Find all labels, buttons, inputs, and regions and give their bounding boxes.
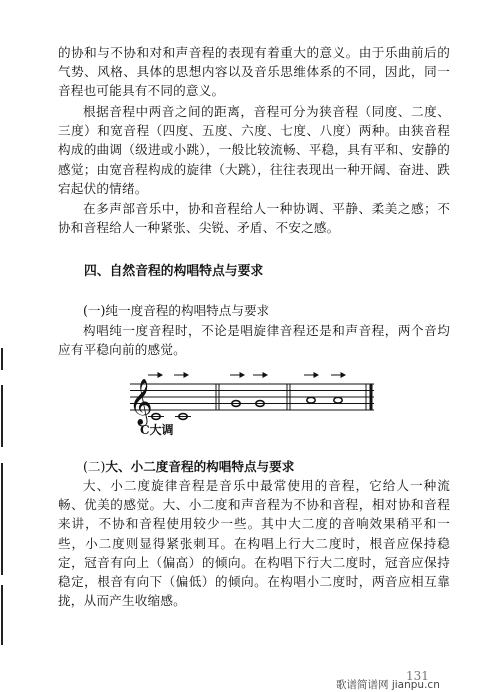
- margin-line: [1, 348, 3, 370]
- site-watermark: 歌谱简谱网 jianpu.cn: [336, 679, 440, 691]
- whole-note: [334, 397, 342, 403]
- paragraph-unison: 构唱纯一度音程时，不论是唱旋律音程还是和声音程，两个音均应有平稳向前的感觉。: [58, 323, 450, 358]
- paragraph-intro: 的协和与不协和对和声音程的表现有着重大的意义。由于乐曲前后的气势、风格、具体的思想内容以及音乐思维体系的不同，因此，同一音程也可能具有不同的意义。: [58, 45, 450, 99]
- margin-line: [1, 585, 3, 645]
- subsection-title: 纯一度音程的构唱特点与要求: [105, 303, 270, 318]
- subsection-heading-seconds: [83, 456, 294, 475]
- whole-note: [307, 397, 315, 403]
- subsection-title: 大、小二度音程的构唱特点与要求: [105, 459, 295, 474]
- paragraph-seconds: 大、小二度旋律音程是音乐中最常使用的音程，它给人一种流畅、优美的感觉。大、小二度和声音程为不协和音程，相对协和音程来讲，不协和音程使用较少一些。其中大二度的音响效果稍平和一些，小二度则显得紧张刺耳。在构唱上行大二度时，根音应保持稳定，冠音有向上（偏高）的倾向。在构唱下行大二度时，冠音应保持稳定，根音有向下（偏低）的倾向。在构唱小二度时，两音应相互靠拢，从而产生收缩感。: [58, 478, 450, 609]
- page-number: 131: [406, 669, 429, 683]
- subsection-number: (二): [83, 459, 106, 474]
- paragraph-polyphony: 在多声部音乐中，协和音程给人一种协调、平静、柔美之感；不协和音程给人一种紧张、尖锐、矛盾、不安之感。: [58, 201, 450, 236]
- margin-line: [1, 385, 3, 447]
- paragraph-interval-width: 根据音程中两音之间的距离，音程可分为狭音程（同度、二度、三度）和宽音程（四度、五度、六度、七度、八度）两种。由狭音程构成的曲调（级进或小跳），一般比较流畅、平稳，具有平和、安静的感觉；由宽音程构成的旋律（大跳），往往表现出一种开阔、奋进、跌宕起伏的情绪。: [58, 104, 450, 196]
- subsection-number: (一): [83, 303, 106, 318]
- treble-clef-icon: 𝄞: [129, 379, 153, 425]
- figure-caption: C大调: [140, 423, 174, 437]
- section-heading: 四、自然音程的构唱特点与要求: [84, 264, 264, 279]
- subsection-heading-unison: [83, 300, 269, 319]
- margin-line: [1, 463, 3, 575]
